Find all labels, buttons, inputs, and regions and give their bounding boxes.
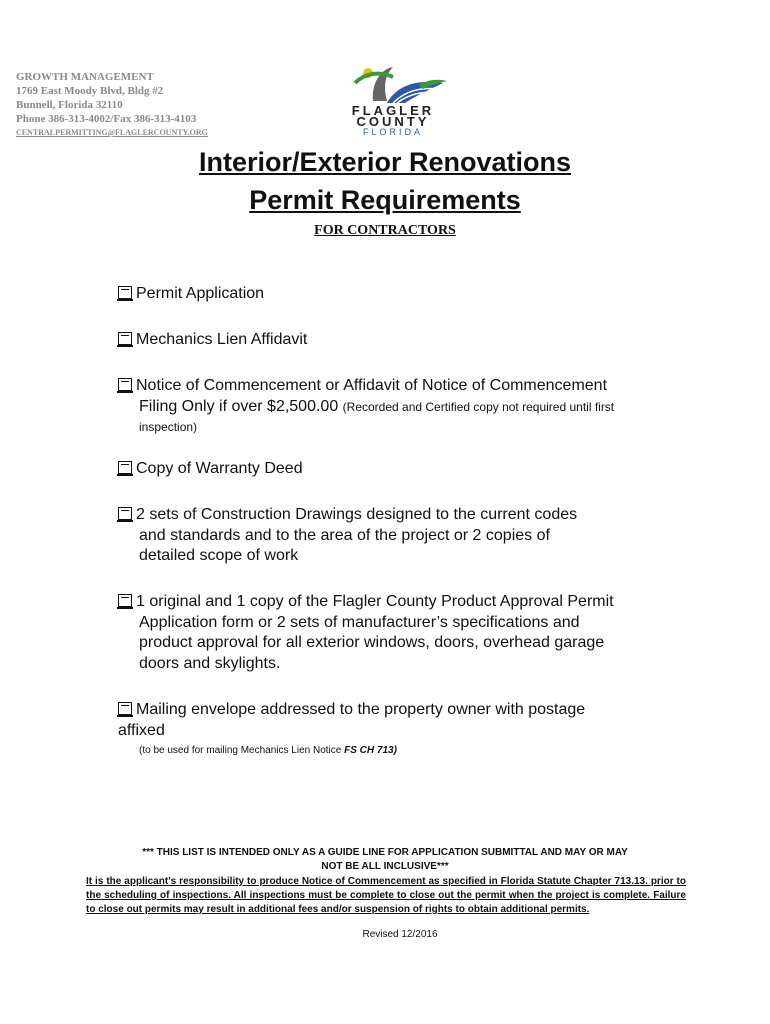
item-text: Mailing envelope addressed to the property owner with postage [136, 701, 586, 718]
flagler-county-logo [335, 63, 450, 145]
item-note [118, 741, 678, 762]
logo-text-flagler: FLAGLER [351, 103, 435, 118]
logo-text-florida: FLORIDA [362, 127, 423, 137]
guide-disclaimer [80, 846, 690, 874]
item-note: (Recorded and Certified copy not required until first [342, 399, 615, 414]
page-title-line-2: Permit Requirements [249, 185, 521, 215]
item-note-line-2: inspection) [139, 420, 198, 434]
checkbox-icon [118, 507, 132, 520]
email-link[interactable]: CENTRALPERMITTING@FLAGLERCOUNTY.ORG [16, 128, 208, 137]
item-text: 1 original and 1 copy of the Flagler County Product Approval Permit [136, 593, 614, 610]
checkbox-icon [118, 286, 132, 299]
checklist-item [118, 376, 678, 438]
item-text-line-2: Filing Only if over $2,500.00 [139, 397, 339, 415]
address-line-2: Bunnell, Florida 32110 [16, 99, 123, 111]
guide-disclaimer-line-2: NOT BE ALL INCLUSIVE*** [321, 861, 449, 872]
item-text: Notice of Commencement or Affidavit of Notice of Commencement [136, 377, 608, 394]
header-address [16, 70, 208, 140]
item-text-line-2: and standards and to the area of the project or 2 copies of [139, 526, 550, 544]
item-text: Copy of Warranty Deed [136, 460, 303, 477]
guide-disclaimer-line-1: *** THIS LIST IS INTENDED ONLY AS A GUIDE LINE FOR APPLICATION SUBMITTAL AND MAY OR MAY [142, 847, 628, 858]
page-subtitle: FOR CONTRACTORS [314, 223, 456, 238]
checklist-item [118, 700, 678, 762]
checkbox-icon [118, 378, 132, 391]
address-line-1: 1769 East Moody Blvd, Bldg #2 [16, 85, 164, 97]
checkbox-icon [118, 461, 132, 474]
logo-text-county: COUNTY [356, 114, 430, 129]
item-text: 2 sets of Construction Drawings designed to the current codes [136, 506, 578, 523]
checklist-item [118, 592, 678, 674]
item-text-line-4: doors and skylights. [139, 654, 281, 672]
checklist-item [118, 284, 678, 305]
item-text-line-2: affixed [118, 721, 165, 739]
department-name: GROWTH MANAGEMENT [16, 71, 154, 83]
checkbox-icon [118, 332, 132, 345]
checklist-item [118, 330, 678, 351]
checkbox-icon [118, 702, 132, 715]
item-text-line-3: product approval for all exterior windows, doors, overhead garage [139, 634, 605, 651]
checklist-item [118, 505, 678, 567]
item-note-text: (to be used for mailing Mechanics Lien Notice [139, 745, 342, 756]
phone-fax: Phone 386-313-4002/Fax 386-313-4103 [16, 113, 197, 125]
checkbox-icon [118, 594, 132, 607]
item-text: Mechanics Lien Affidavit [136, 331, 308, 348]
flagler-county-logo-icon [335, 63, 450, 108]
logo-wordmark [337, 105, 449, 138]
item-text: Permit Application [136, 285, 265, 302]
item-text-line-3: detailed scope of work [139, 547, 299, 564]
statute-reference: FS CH 713) [344, 745, 397, 756]
item-text-line-2: Application form or 2 sets of manufacturer’s specifications and [139, 613, 580, 631]
page-title-line-1: Interior/Exterior Renovations [198, 147, 572, 177]
responsibility-note: It is the applicant’s responsibility to produce Notice of Commencement as specified in Florida Statute Chapter 713.13. prior to the scheduling of inspections. All inspections must be complete to close out the permit when the project is complete. Failure to close out permits may result in additional fees and/or suspension of rights to obtain additional permits. [86, 876, 686, 915]
checklist-item [118, 459, 678, 480]
revision-date: Revised 12/2016 [362, 929, 438, 940]
